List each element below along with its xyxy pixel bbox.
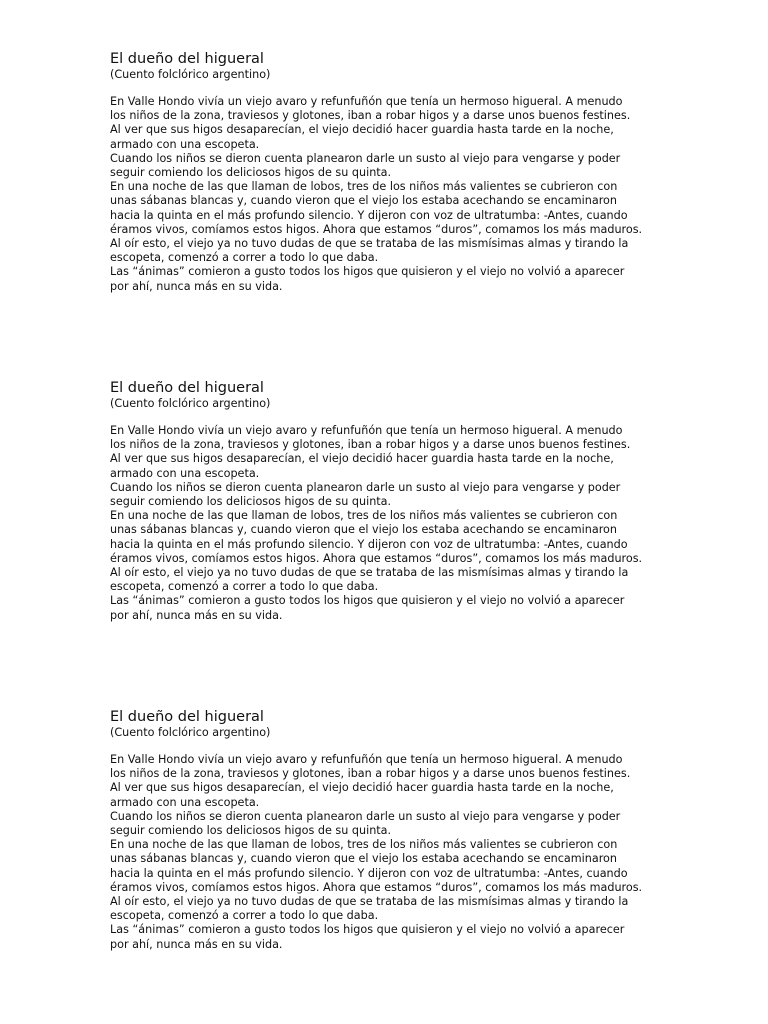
body-line: Al ver que sus higos desaparecían, el viejo decidió hacer guardia hasta tarde en la noche, (110, 452, 614, 466)
body-line: Al ver que sus higos desaparecían, el viejo decidió hacer guardia hasta tarde en la noche, (110, 123, 614, 137)
body-line: éramos vivos, comíamos estos higos. Ahora que estamos “duros”, comamos los más maduros. (110, 551, 643, 565)
story-title: El dueño del higueral (110, 51, 264, 67)
story-body (110, 753, 670, 952)
body-line: Al oír esto, el viejo ya no tuvo dudas de que se trataba de las mismísimas almas y tirando la (110, 237, 629, 251)
body-line: En Valle Hondo vivía un viejo avaro y refunfuñón que tenía un hermoso higueral. A menudo (110, 424, 623, 437)
body-line: Al oír esto, el viejo ya no tuvo dudas de que se trataba de las mismísimas almas y tirando la (110, 566, 629, 580)
story-body (110, 95, 670, 294)
body-line: armado con una escopeta. (110, 795, 260, 809)
body-line: Cuando los niños se dieron cuenta planearon darle un susto al viejo para vengarse y poder (110, 151, 621, 165)
body-line: seguir comiendo los deliciosos higos de su quinta. (110, 495, 392, 509)
body-line: En una noche de las que llaman de lobos, tres de los niños más valientes se cubrieron con (110, 180, 618, 194)
body-line: seguir comiendo los deliciosos higos de su quinta. (110, 824, 392, 838)
body-line: En Valle Hondo vivía un viejo avaro y refunfuñón que tenía un hermoso higueral. A menudo (110, 753, 623, 766)
body-line: por ahí, nunca más en su vida. (110, 279, 283, 293)
body-line: los niños de la zona, traviesos y glotones, iban a robar higos y a darse unos buenos festines. (110, 767, 631, 781)
body-line: hacia la quinta en el más profundo silencio. Y dijeron con voz de ultratumba: -Antes, cuando (110, 537, 628, 551)
body-line: En una noche de las que llaman de lobos, tres de los niños más valientes se cubrieron con (110, 509, 618, 523)
story-title: El dueño del higueral (110, 380, 264, 396)
story-title: El dueño del higueral (110, 709, 264, 725)
body-line: escopeta, comenzó a correr a todo lo que daba. (110, 909, 379, 923)
body-line: los niños de la zona, traviesos y glotones, iban a robar higos y a darse unos buenos festines. (110, 438, 631, 452)
story-block (110, 708, 670, 952)
body-line: unas sábanas blancas y, cuando vieron que el viejo los estaba acechando se encaminaron (110, 194, 617, 208)
body-line: por ahí, nunca más en su vida. (110, 937, 283, 951)
body-line: armado con una escopeta. (110, 137, 260, 151)
body-line: Cuando los niños se dieron cuenta planearon darle un susto al viejo para vengarse y poder (110, 480, 621, 494)
body-line: unas sábanas blancas y, cuando vieron que el viejo los estaba acechando se encaminaron (110, 852, 617, 866)
body-line: hacia la quinta en el más profundo silencio. Y dijeron con voz de ultratumba: -Antes, cuando (110, 208, 628, 222)
story-body (110, 424, 670, 623)
body-line: unas sábanas blancas y, cuando vieron que el viejo los estaba acechando se encaminaron (110, 523, 617, 537)
body-line: Las “ánimas” comieron a gusto todos los higos que quisieron y el viejo no volvió a aparecer (110, 265, 625, 279)
body-line: Las “ánimas” comieron a gusto todos los higos que quisieron y el viejo no volvió a aparecer (110, 594, 625, 608)
body-line: escopeta, comenzó a correr a todo lo que daba. (110, 580, 379, 594)
body-line: los niños de la zona, traviesos y glotones, iban a robar higos y a darse unos buenos festines. (110, 109, 631, 123)
body-line: por ahí, nunca más en su vida. (110, 608, 283, 622)
body-line: éramos vivos, comíamos estos higos. Ahora que estamos “duros”, comamos los más maduros. (110, 222, 643, 236)
body-line: seguir comiendo los deliciosos higos de su quinta. (110, 166, 392, 180)
story-block (110, 50, 670, 294)
body-line: escopeta, comenzó a correr a todo lo que daba. (110, 251, 379, 265)
body-line: En una noche de las que llaman de lobos, tres de los niños más valientes se cubrieron con (110, 838, 618, 852)
body-line: hacia la quinta en el más profundo silencio. Y dijeron con voz de ultratumba: -Antes, cuando (110, 866, 628, 880)
body-line: Las “ánimas” comieron a gusto todos los higos que quisieron y el viejo no volvió a aparecer (110, 923, 625, 937)
body-line: Al ver que sus higos desaparecían, el viejo decidió hacer guardia hasta tarde en la noche, (110, 781, 614, 795)
story-subtitle: (Cuento folclórico argentino) (110, 68, 271, 81)
story-block (110, 379, 670, 623)
story-subtitle: (Cuento folclórico argentino) (110, 397, 271, 410)
body-line: En Valle Hondo vivía un viejo avaro y refunfuñón que tenía un hermoso higueral. A menudo (110, 95, 623, 108)
body-line: éramos vivos, comíamos estos higos. Ahora que estamos “duros”, comamos los más maduros. (110, 880, 643, 894)
body-line: armado con una escopeta. (110, 466, 260, 480)
story-subtitle: (Cuento folclórico argentino) (110, 726, 271, 739)
body-line: Cuando los niños se dieron cuenta planearon darle un susto al viejo para vengarse y poder (110, 809, 621, 823)
body-line: Al oír esto, el viejo ya no tuvo dudas de que se trataba de las mismísimas almas y tirando la (110, 895, 629, 909)
